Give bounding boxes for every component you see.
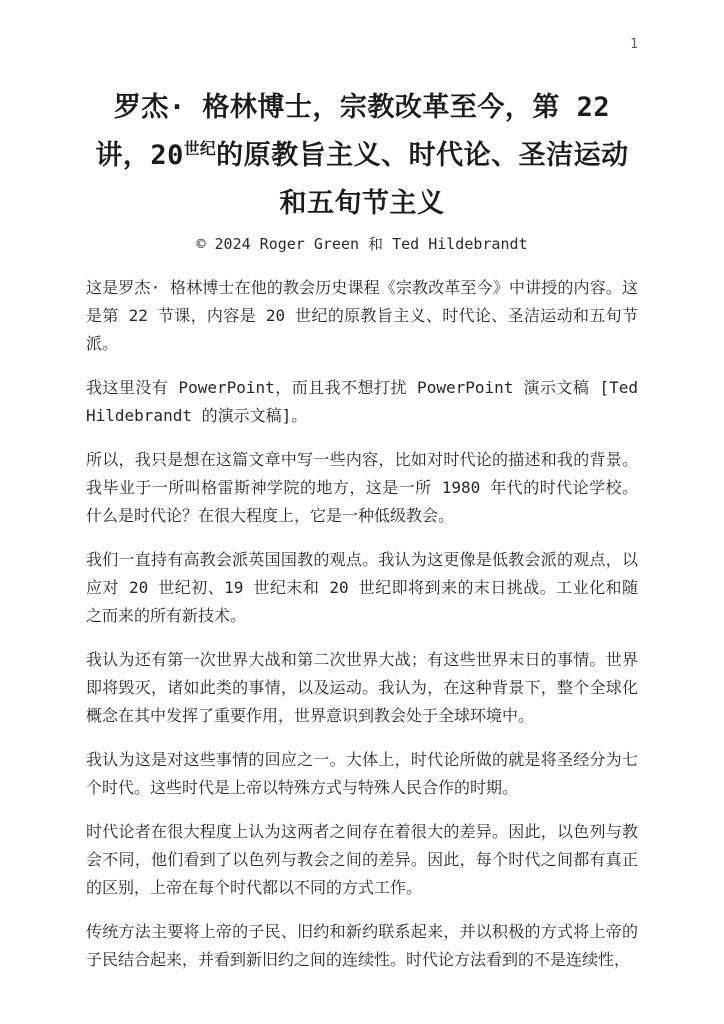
title-text-start: 罗杰· 格林博士，宗教改革至今，第 22 讲，20 <box>95 92 611 171</box>
body-paragraph: 所以，我只是想在这篇文章中写一些内容，比如对时代论的描述和我的背景。我毕业于一所叫格雷斯神学院的地方，这是一所 1980 年代的时代论学校。什么是时代论？在很大程度上，它是一种低级教会。 <box>86 450 638 525</box>
body-paragraph: 我这里没有 PowerPoint，而且我不想打扰 PowerPoint 演示文稿 [Ted Hildebrandt 的演示文稿]。 <box>86 378 638 425</box>
body-paragraph: 传统方法主要将上帝的子民、旧约和新约联系起来，并以积极的方式将上帝的子民结合起来，并看到新旧约之间的连续性。时代论方法看到的不是连续性， <box>86 922 638 969</box>
copyright-line: © 2024 Roger Green 和 Ted Hildebrandt <box>196 235 528 253</box>
document-title <box>86 84 638 228</box>
body-paragraph: 时代论者在很大程度上认为这两者之间存在着很大的差异。因此，以色列与教会不同，他们看到了以色列与教会之间的差异。因此，每个时代之间都有真正的区别，上帝在每个时代都以不同的方式工作。 <box>86 822 638 897</box>
body-paragraph: 我们一直持有高教会派英国国教的观点。我认为这更像是低教会派的观点，以应对 20 世纪初、19 世纪末和 20 世纪即将到来的末日挑战。工业化和随之而来的所有新技术。 <box>86 550 638 625</box>
document-body <box>86 274 638 974</box>
title-text-end: 的原教旨主义、时代论、圣洁运动和五旬节主义 <box>216 140 629 219</box>
page-number: 1 <box>630 37 638 52</box>
title-superscript: 世纪 <box>183 139 217 158</box>
body-paragraph: 我认为还有第一次世界大战和第二次世界大战；有这些世界末日的事情。世界即将毁灭，诸如此类的事情，以及运动。我认为，在这种背景下，整个全球化概念在其中发挥了重要作用，世界意识到教会处于全球环境中。 <box>86 650 638 725</box>
body-paragraph: 我认为这是对这些事情的回应之一。大体上，时代论所做的就是将圣经分为七个时代。这些时代是上帝以特殊方式与特殊人民合作的时期。 <box>86 750 638 797</box>
body-paragraph: 这是罗杰· 格林博士在他的教会历史课程《宗教改革至今》中讲授的内容。这是第 22 节课，内容是 20 世纪的原教旨主义、时代论、圣洁运动和五旬节派。 <box>86 278 638 353</box>
